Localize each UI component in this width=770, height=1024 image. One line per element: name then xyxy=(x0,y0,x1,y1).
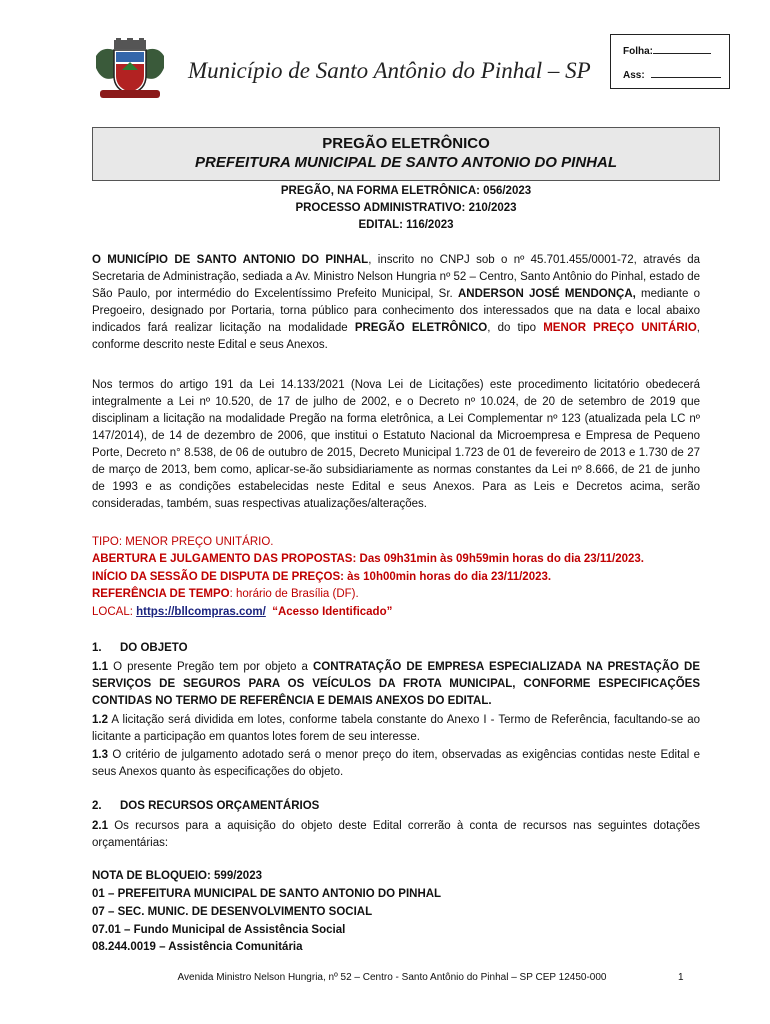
intro-text-3: , do tipo xyxy=(487,322,544,334)
local-line xyxy=(92,606,700,618)
legal-basis-paragraph: Nos termos do artigo 191 da Lei 14.133/2021 (Nova Lei de Licitações) este procedimento licitatório obedecerá integralmente a Lei nº 10.520, de 17 de julho de 2002, e o Decreto nº 10.024, de 20 de setembro de 2019 que disciplinam a licitação na modalidade Pregão na forma eletrônica, a Lei Complementar nº 123 (atualizada pela LC nº 147/2014), de 14 de dezembro de 2006, que institui o Estatuto Nacional da Microempresa e Empresa de Pequeno Porte, Decreto n° 8.538, de 06 de outubro de 2015, Decreto Municipal 1.723 de 01 de fevereiro de 2013 e 1.730 de 27 de março de 2013, bem como, aplicar-se-ão subsidiariamente as normas constantes da Lei nº 8.666, de 21 de junho de 1993 e as condições estabelecidas neste Edital e seus Anexos. Para as Leis e Decretos acima, serão consideradas, também, suas respectivas atualizações/alterações. xyxy=(92,379,700,510)
folha-field xyxy=(623,44,711,57)
local-label: LOCAL: xyxy=(92,606,137,618)
abertura-value: : Das 09h31min às 09h59min horas do dia 23/11/2023. xyxy=(352,553,644,565)
tipo-value: : MENOR PREÇO UNITÁRIO. xyxy=(118,536,274,548)
inicio-line: INÍCIO DA SESSÃO DE DISPUTA DE PREÇOS: às 10h00min horas do dia 23/11/2023. xyxy=(92,571,552,583)
item-1-1 xyxy=(92,659,700,710)
intro-text-2: mediante o Pregoeiro, designado por Portaria, torna público para conhecimento dos interessados que na data e local abaixo indicados fará realizar licitação na modalidade xyxy=(92,288,700,334)
section-2-heading xyxy=(92,800,700,812)
document-header xyxy=(92,127,720,181)
footer-address: Avenida Ministro Nelson Hungria, nº 52 – Centro - Santo Antônio do Pinhal – SP CEP 12450-000 xyxy=(177,972,607,983)
budget-line-secretaria: 07 – SEC. MUNIC. DE DESENVOLVIMENTO SOCIAL xyxy=(92,906,373,918)
budget-line-programa: 08.244.0019 – Assistência Comunitária xyxy=(92,941,303,953)
item-2-1-number: 2.1 xyxy=(92,820,108,832)
bll-compras-link[interactable]: https://bllcompras.com/ xyxy=(136,606,266,618)
abertura-label: ABERTURA E JULGAMENTO DAS PROPOSTAS xyxy=(92,553,353,565)
section-2-title: DOS RECURSOS ORÇAMENTÁRIOS xyxy=(120,800,320,812)
ass-field xyxy=(623,68,721,81)
tipo-line xyxy=(92,536,700,548)
mayor-name: ANDERSON JOSÉ MENDONÇA, xyxy=(457,288,636,300)
bid-type: MENOR PREÇO UNITÁRIO xyxy=(543,322,697,334)
municipal-crest xyxy=(92,38,168,102)
intro-text-1: , inscrito no CNPJ sob o nº 45.701.455/0001-72, através da Secretaria de Administração, sediada a Av. Ministro Nelson Hungria nº 52 – Centro, Santo Antônio do Pinhal, estado de São Paulo, por intermédio do Excelentíssimo Prefeito Municipal, Sr. xyxy=(92,254,701,300)
municipality-title: Município de Santo Antônio do Pinhal – SP xyxy=(188,58,591,83)
budget-line-prefeitura: 01 – PREFEITURA MUNICIPAL DE SANTO ANTONIO DO PINHAL xyxy=(92,888,442,900)
budget-line-fundo: 07.01 – Fundo Municipal de Assistência Social xyxy=(92,924,346,936)
intro-paragraph xyxy=(92,252,700,354)
section-1-heading xyxy=(92,642,700,654)
item-1-1-text: O presente Pregão tem por objeto a xyxy=(108,661,313,673)
item-1-1-object: CONTRATAÇÃO DE EMPRESA ESPECIALIZADA NA PRESTAÇÃO DE SERVIÇOS DE SEGUROS PARA OS VEÍCULOS DA FROTA MUNICIPAL, CONFORME ESPECIFICAÇÕES CONTIDAS NO TERMO DE REFERÊNCIA E DEMAIS ANEXOS DO EDITAL. xyxy=(92,661,700,707)
item-1-2-number: 1.2 xyxy=(92,714,108,726)
referencia-value: : horário de Brasília (DF). xyxy=(229,588,359,600)
processo-number: PROCESSO ADMINISTRATIVO: 210/2023 xyxy=(295,202,517,214)
item-1-2 xyxy=(92,712,700,746)
section-2-number: 2. xyxy=(92,800,102,812)
item-1-3-number: 1.3 xyxy=(92,749,108,761)
header-line-2: PREFEITURA MUNICIPAL DE SANTO ANTONIO DO PINHAL xyxy=(195,154,617,171)
ass-label: Ass: xyxy=(623,70,645,81)
referencia-label: REFERÊNCIA DE TEMPO xyxy=(92,588,230,600)
abertura-line xyxy=(92,553,700,565)
folha-label: Folha: xyxy=(623,46,653,57)
item-2-1-text: Os recursos para a aquisição do objeto deste Edital correrão à conta de recursos nas seguintes dotações orçamentárias: xyxy=(92,820,700,849)
header-line-1: PREGÃO ELETRÔNICO xyxy=(322,135,490,152)
referencia-line xyxy=(92,588,700,600)
item-1-3-text: O critério de julgamento adotado será o menor preço do item, observadas as exigências contidas neste Edital e seus Anexos quanto às especificações do objeto. xyxy=(92,749,700,778)
item-2-1 xyxy=(92,818,700,852)
intro-text-4: , conforme descrito neste Edital e seus Anexos. xyxy=(92,322,700,351)
access-type: “Acesso Identificado” xyxy=(272,606,393,618)
item-1-1-number: 1.1 xyxy=(92,661,108,673)
edital-number: EDITAL: 116/2023 xyxy=(358,219,454,231)
sheet-signature-box xyxy=(610,34,730,89)
pregao-number: PREGÃO, NA FORMA ELETRÔNICA: 056/2023 xyxy=(280,185,532,197)
section-1-number: 1. xyxy=(92,642,102,654)
nota-bloqueio: NOTA DE BLOQUEIO: 599/2023 xyxy=(92,870,262,882)
section-1-title: DO OBJETO xyxy=(120,642,188,654)
page-number: 1 xyxy=(678,972,684,983)
item-1-3 xyxy=(92,747,700,781)
item-1-2-text: A licitação será dividida em lotes, conforme tabela constante do Anexo I - Termo de Referência, facultando-se ao licitante a participação em quantos lotes forem de seu interesse. xyxy=(92,714,700,743)
municipality-name: O MUNICÍPIO DE SANTO ANTONIO DO PINHAL xyxy=(92,254,369,266)
tipo-label: TIPO xyxy=(92,536,119,548)
modality: PREGÃO ELETRÔNICO xyxy=(354,322,488,334)
